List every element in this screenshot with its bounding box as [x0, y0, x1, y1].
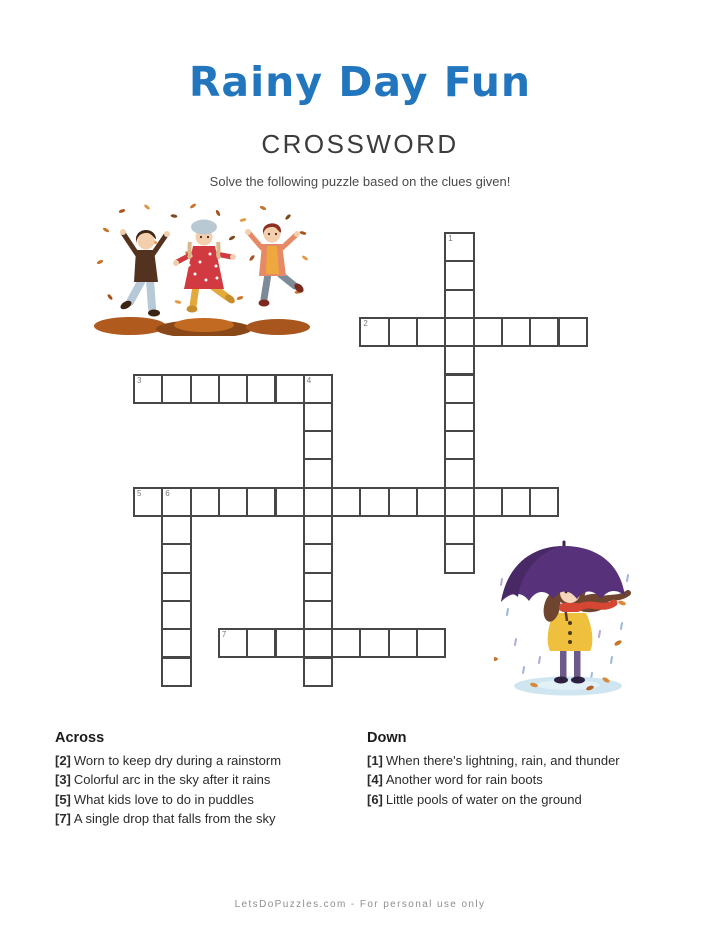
clue-number: [5]: [55, 791, 71, 807]
crossword-cell[interactable]: [501, 317, 531, 347]
clue-item: [367, 790, 687, 809]
clue-text: When there's lightning, rain, and thunder: [385, 753, 620, 768]
clue-item: [55, 790, 360, 809]
crossword-cell[interactable]: [444, 317, 474, 347]
crossword-cell[interactable]: [388, 317, 418, 347]
clue-item: [367, 770, 687, 789]
crossword-cell[interactable]: [444, 458, 474, 488]
crossword-cell[interactable]: [303, 458, 333, 488]
clue-number: [7]: [55, 810, 71, 826]
page-title: Rainy Day Fun: [188, 58, 532, 106]
crossword-cell[interactable]: [303, 600, 333, 630]
cell-number: 4: [306, 375, 312, 385]
crossword-cell[interactable]: [416, 487, 446, 517]
crossword-cell[interactable]: [275, 628, 305, 658]
crossword-cell[interactable]: [303, 374, 333, 404]
down-clues-section: [367, 730, 687, 809]
crossword-cell[interactable]: [529, 487, 559, 517]
crossword-cell[interactable]: [218, 628, 248, 658]
crossword-cell[interactable]: [161, 515, 191, 545]
across-heading: Across: [55, 730, 105, 746]
crossword-cell[interactable]: [303, 628, 333, 658]
crossword-cell[interactable]: [359, 487, 389, 517]
crossword-cell[interactable]: [473, 487, 503, 517]
crossword-cell[interactable]: [444, 260, 474, 290]
clue-item: [55, 770, 360, 789]
clue-text: Worn to keep dry during a rainstorm: [73, 753, 282, 768]
down-heading: Down: [367, 730, 407, 746]
crossword-cell[interactable]: [303, 572, 333, 602]
clue-number: [1]: [367, 753, 383, 768]
crossword-cell[interactable]: [161, 657, 191, 687]
clue-text: Little pools of water on the ground: [385, 791, 582, 807]
crossword-cell[interactable]: [444, 430, 474, 460]
crossword-cell[interactable]: [246, 374, 276, 404]
crossword-cell[interactable]: [444, 289, 474, 319]
crossword-cell[interactable]: [331, 628, 361, 658]
clue-item: [367, 751, 687, 770]
crossword-cell[interactable]: [190, 487, 220, 517]
page-subtitle: CROSSWORD: [261, 129, 459, 159]
crossword-cell[interactable]: [161, 572, 191, 602]
clue-item: [55, 809, 360, 828]
clue-number: [4]: [367, 772, 383, 788]
crossword-cell[interactable]: [444, 232, 474, 262]
crossword-cell[interactable]: [529, 317, 559, 347]
cell-number: 6: [165, 488, 170, 498]
crossword-cell[interactable]: [161, 543, 191, 573]
crossword-cell[interactable]: [444, 345, 474, 375]
instruction-text: Solve the following puzzle based on the clues given!: [209, 174, 511, 189]
down-clue-list: [367, 751, 687, 809]
crossword-cell[interactable]: [161, 487, 191, 517]
clue-number: [3]: [55, 772, 71, 788]
cell-number: 3: [137, 375, 142, 385]
crossword-cell[interactable]: [303, 487, 333, 517]
crossword-cell[interactable]: [444, 487, 474, 517]
clue-text: A single drop that falls from the sky: [73, 810, 276, 826]
crossword-cell[interactable]: [161, 628, 191, 658]
footer-credit: LetsDoPuzzles.com - For personal use only: [234, 899, 486, 910]
clue-number: [6]: [367, 791, 383, 807]
crossword-cell[interactable]: [303, 515, 333, 545]
crossword-cell[interactable]: [558, 317, 588, 347]
crossword-cell[interactable]: [444, 543, 474, 573]
cell-number: 5: [137, 488, 142, 498]
crossword-cell[interactable]: [218, 374, 248, 404]
cell-number: 1: [448, 234, 453, 243]
across-clue-list: [55, 751, 360, 828]
crossword-cell[interactable]: [359, 317, 389, 347]
crossword-cell[interactable]: [444, 402, 474, 432]
clue-text: Colorful arc in the sky after it rains: [73, 772, 271, 788]
crossword-cell[interactable]: [416, 628, 446, 658]
crossword-cell[interactable]: [246, 628, 276, 658]
clue-number: [2]: [55, 753, 71, 768]
crossword-cell[interactable]: [303, 430, 333, 460]
crossword-cell[interactable]: [444, 374, 474, 404]
crossword-cell[interactable]: [331, 487, 361, 517]
crossword-cell[interactable]: [275, 374, 305, 404]
crossword-cell[interactable]: [388, 487, 418, 517]
crossword-cell[interactable]: [416, 317, 446, 347]
crossword-cell[interactable]: [473, 317, 503, 347]
crossword-cell[interactable]: [359, 628, 389, 658]
crossword-cell[interactable]: [303, 657, 333, 687]
crossword-cell[interactable]: [246, 487, 276, 517]
crossword-cell[interactable]: [161, 374, 191, 404]
crossword-cell[interactable]: [501, 487, 531, 517]
clue-text: Another word for rain boots: [385, 772, 543, 788]
crossword-cell[interactable]: [161, 600, 191, 630]
cell-number: 7: [221, 630, 227, 640]
clue-item: [55, 751, 360, 770]
cell-number: 2: [363, 318, 368, 328]
crossword-grid: [133, 232, 588, 687]
crossword-cell[interactable]: [275, 487, 305, 517]
crossword-cell[interactable]: [388, 628, 418, 658]
across-clues-section: [55, 730, 360, 828]
crossword-cell[interactable]: [303, 402, 333, 432]
crossword-cell[interactable]: [133, 374, 163, 404]
crossword-cell[interactable]: [218, 487, 248, 517]
crossword-cell[interactable]: [133, 487, 163, 517]
crossword-cell[interactable]: [303, 543, 333, 573]
crossword-cell[interactable]: [444, 515, 474, 545]
crossword-cell[interactable]: [190, 374, 220, 404]
clue-text: What kids love to do in puddles: [73, 791, 254, 807]
